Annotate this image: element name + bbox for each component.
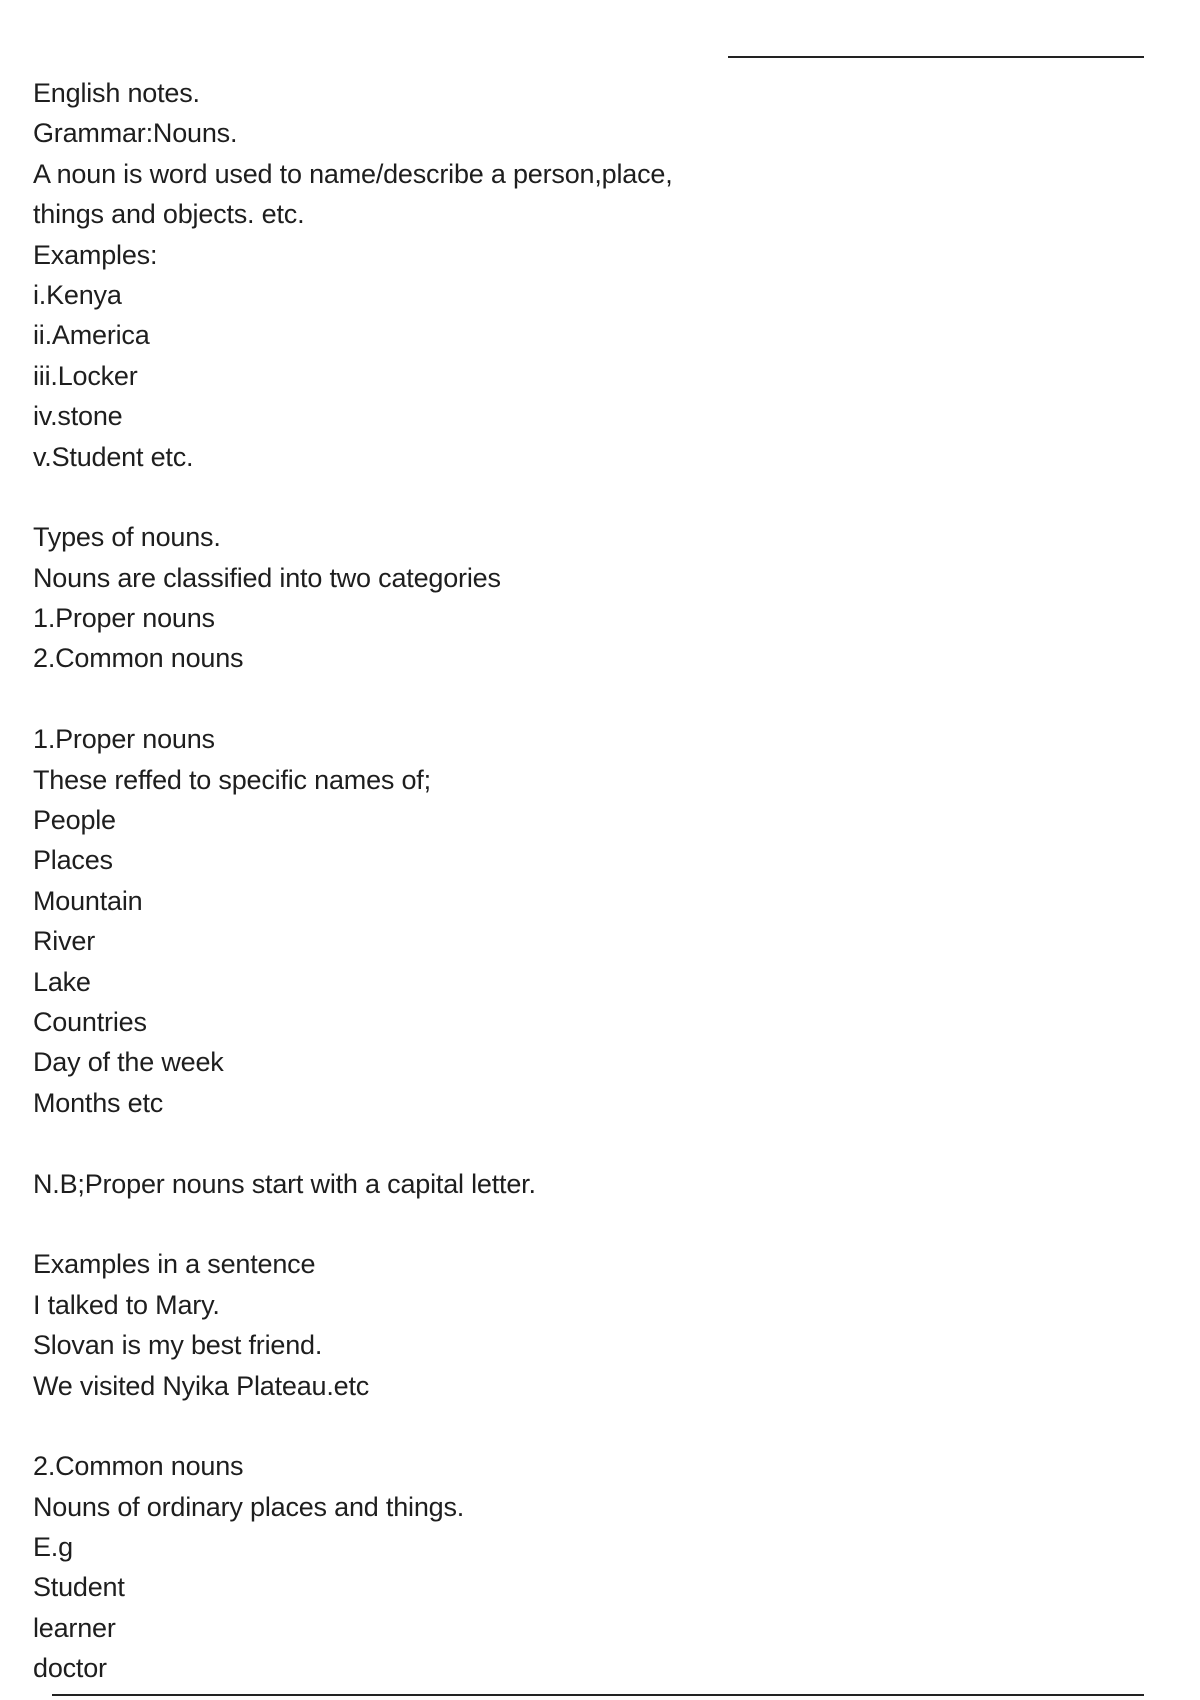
- topic-title: Grammar:Nouns.: [33, 118, 238, 149]
- proper-noun-item: Months etc: [33, 1087, 164, 1118]
- examples-label: Examples:: [33, 239, 158, 270]
- proper-noun-item: Day of the week: [33, 1047, 224, 1078]
- proper-noun-item: Mountain: [33, 885, 143, 916]
- sentence-examples-heading: Examples in a sentence: [33, 1249, 316, 1280]
- common-nouns-heading: 2.Common nouns: [33, 1451, 244, 1482]
- proper-nouns-intro: These reffed to specific names of;: [33, 764, 431, 795]
- sentence-example: I talked to Mary.: [33, 1289, 220, 1320]
- spacer: [33, 477, 1153, 517]
- types-heading: Types of nouns.: [33, 522, 221, 553]
- notes-body: [33, 73, 1153, 1689]
- example-item: i.Kenya: [33, 279, 122, 310]
- definition-line: A noun is word used to name/describe a person,place,: [33, 158, 673, 189]
- common-nouns-intro: Nouns of ordinary places and things.: [33, 1491, 465, 1522]
- example-item: iii.Locker: [33, 360, 138, 391]
- proper-noun-item: Lake: [33, 966, 91, 997]
- types-list-item: 1.Proper nouns: [33, 603, 215, 634]
- proper-noun-item: Places: [33, 845, 113, 876]
- spacer: [33, 1123, 1153, 1163]
- common-noun-item: learner: [33, 1612, 116, 1643]
- types-intro: Nouns are classified into two categories: [33, 562, 501, 593]
- example-item: v.Student etc.: [33, 441, 194, 472]
- proper-nouns-note: N.B;Proper nouns start with a capital letter.: [33, 1168, 536, 1199]
- common-nouns-eg-label: E.g: [33, 1532, 73, 1563]
- proper-noun-item: Countries: [33, 1006, 147, 1037]
- spacer: [33, 1204, 1153, 1244]
- spacer: [33, 1406, 1153, 1446]
- proper-noun-item: River: [33, 926, 96, 957]
- common-noun-item: doctor: [33, 1653, 107, 1684]
- example-item: iv.stone: [33, 401, 123, 432]
- types-list-item: 2.Common nouns: [33, 643, 244, 674]
- bottom-divider: [52, 1694, 1144, 1696]
- top-divider: [728, 56, 1144, 58]
- spacer: [33, 679, 1153, 719]
- example-item: ii.America: [33, 320, 150, 351]
- common-noun-item: Student: [33, 1572, 125, 1603]
- sentence-example: Slovan is my best friend.: [33, 1330, 323, 1361]
- notes-title: English notes.: [33, 78, 200, 108]
- proper-nouns-heading: 1.Proper nouns: [33, 724, 215, 755]
- proper-noun-item: People: [33, 805, 116, 836]
- sentence-example: We visited Nyika Plateau.etc: [33, 1370, 370, 1401]
- definition-line: things and objects. etc.: [33, 199, 305, 230]
